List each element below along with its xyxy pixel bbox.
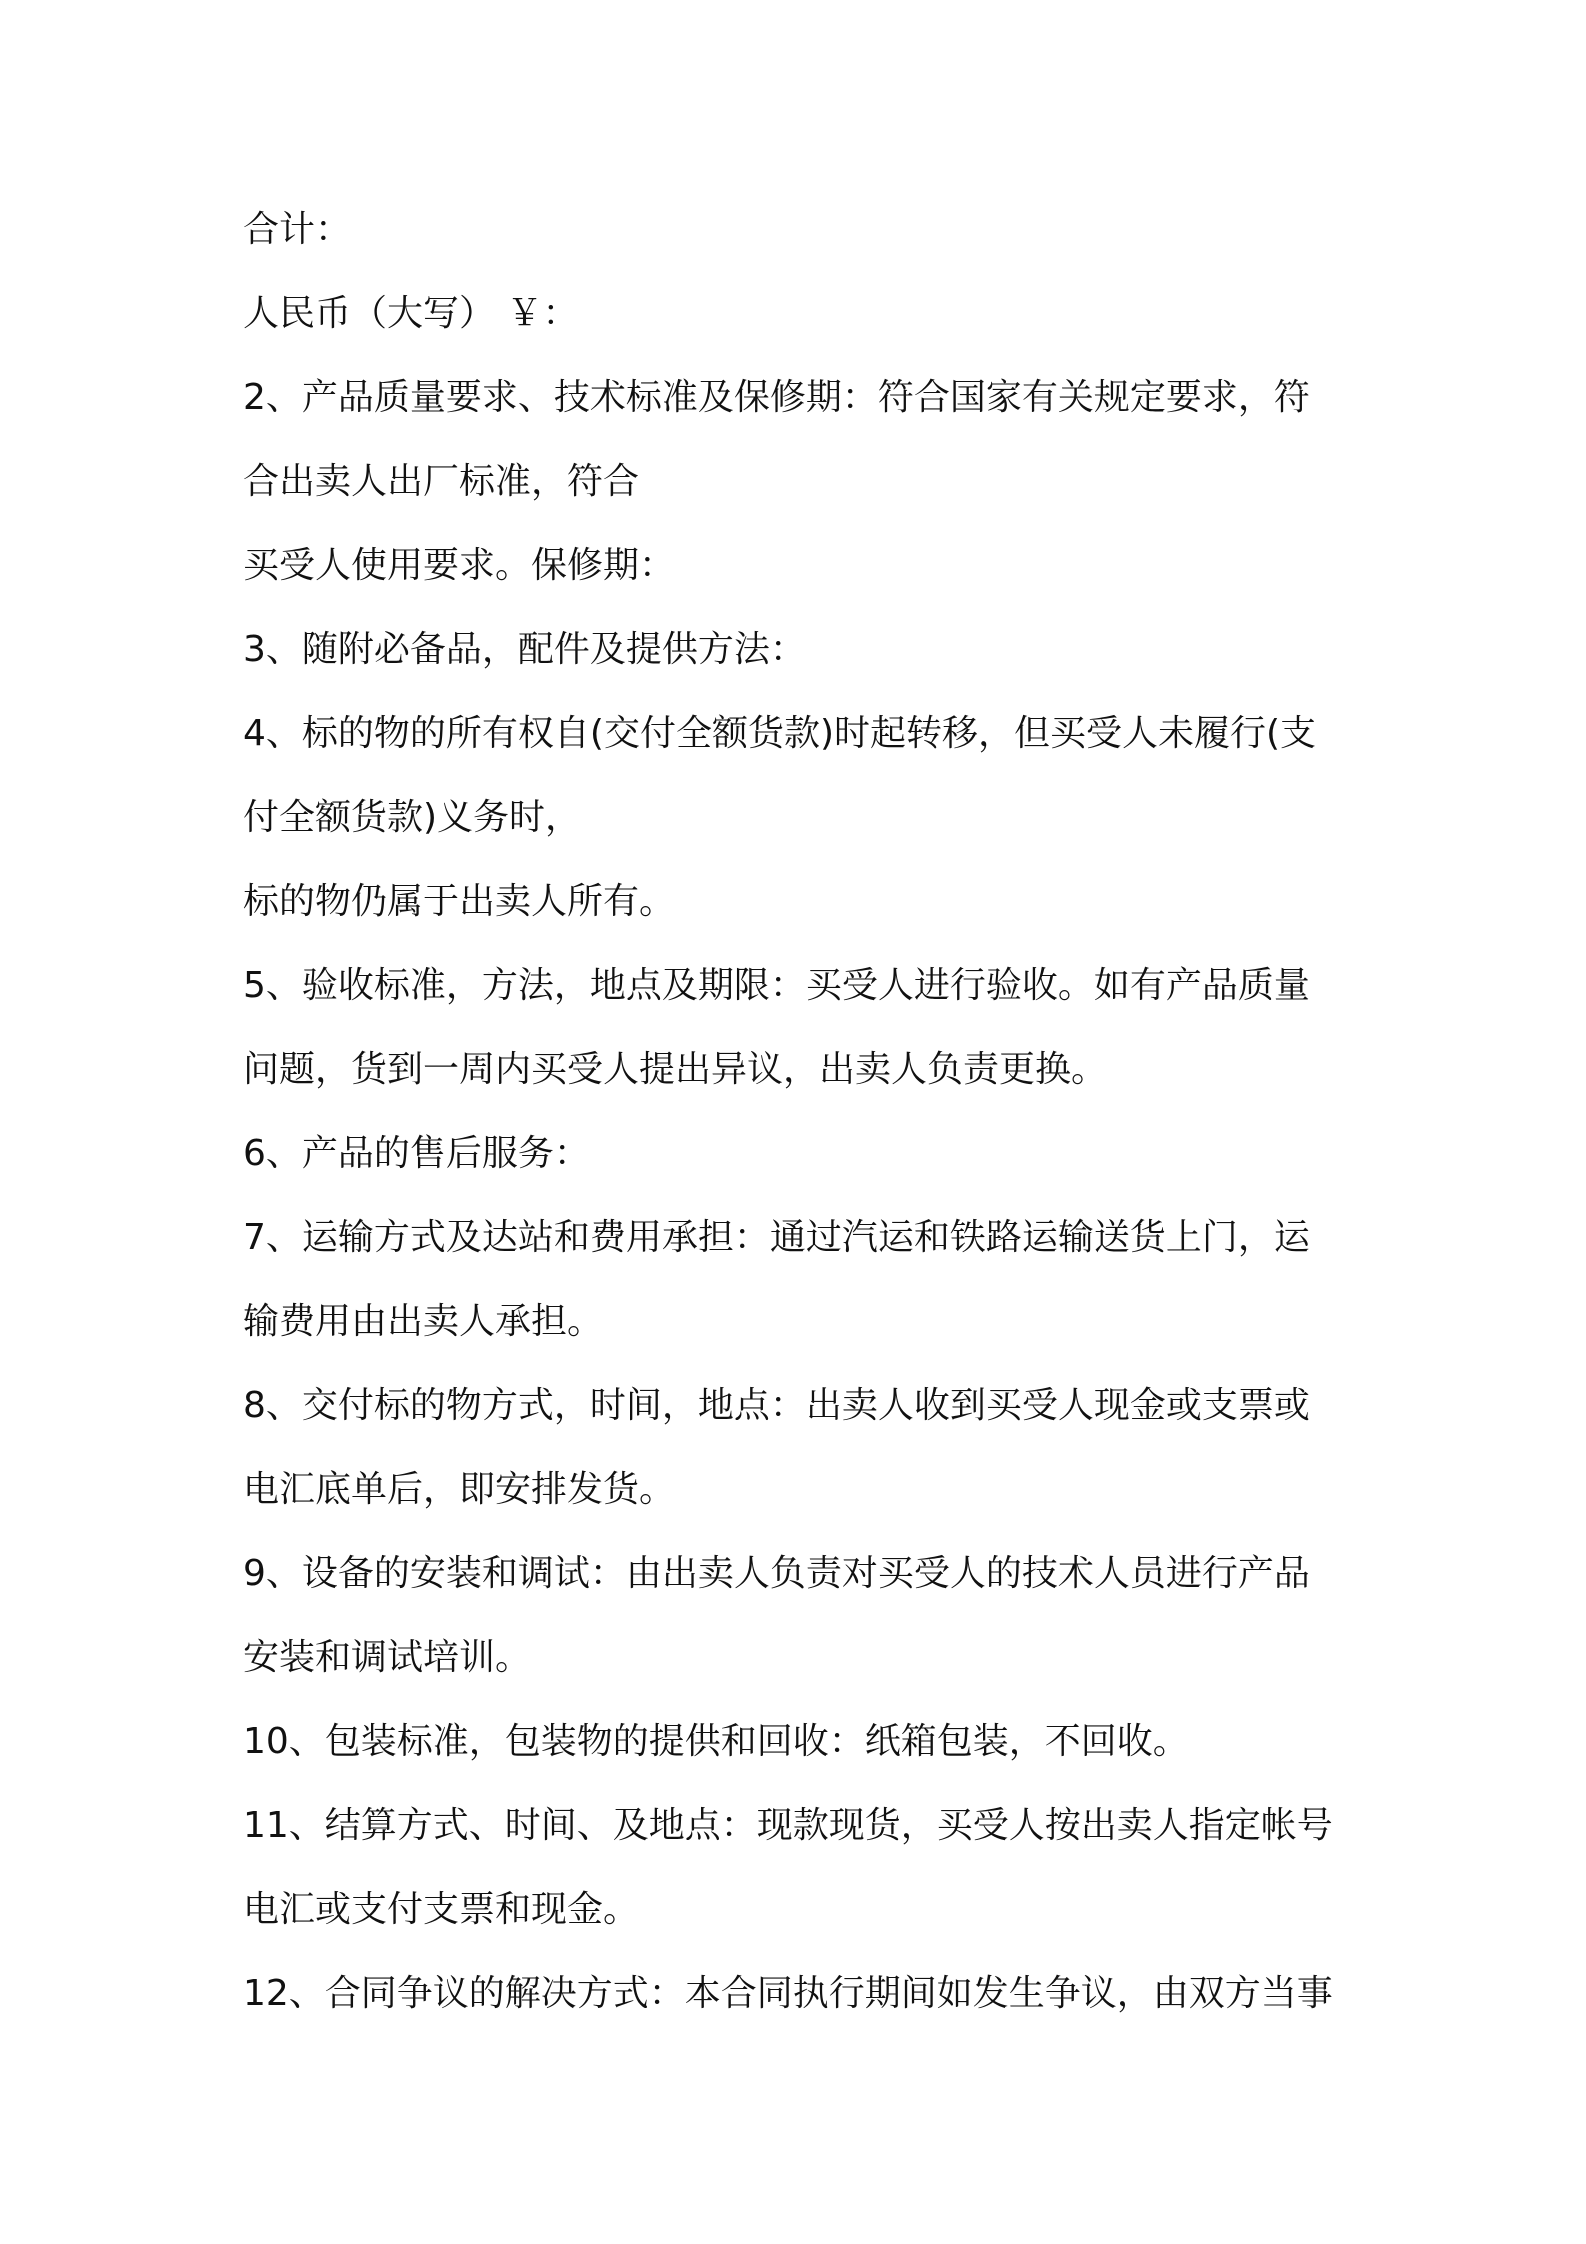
clause-11-line-1: 11、结算方式、时间、及地点：现款现货，买受人按出卖人指定帐号: [243, 1805, 1333, 1846]
clause-3-line-1: 3、随附必备品，配件及提供方法：: [243, 629, 806, 670]
clause-8-line-1: 8、交付标的物方式，时间，地点：出卖人收到买受人现金或支票或: [243, 1385, 1310, 1426]
clause-9-line-2: 安装和调试培训。: [243, 1637, 532, 1678]
contract-body: [243, 200, 1363, 2048]
clause-2-line-2: 合出卖人出厂标准，符合: [243, 461, 640, 502]
clause-5-line-1: 5、验收标准，方法，地点及期限：买受人进行验收。如有产品质量: [243, 965, 1310, 1006]
clause-10-line-1: 10、包装标准，包装物的提供和回收：纸箱包装，不回收。: [243, 1721, 1189, 1762]
clause-8-line-2: 电汇底单后，即安排发货。: [243, 1469, 676, 1510]
rmb-amount-line: 人民币（大写） ￥：: [243, 293, 579, 334]
clause-2-line-1: 2、产品质量要求、技术标准及保修期：符合国家有关规定要求，符: [243, 377, 1310, 418]
clause-4-line-1: 4、标的物的所有权自(交付全额货款)时起转移，但买受人未履行(支: [243, 713, 1317, 754]
clause-12-line-1: 12、合同争议的解决方式：本合同执行期间如发生争议，由双方当事: [243, 1973, 1333, 2014]
clause-7-line-1: 7、运输方式及达站和费用承担：通过汽运和铁路运输送货上门，运: [243, 1217, 1310, 1258]
clause-7-line-2: 输费用由出卖人承担。: [243, 1301, 604, 1342]
clause-6-line-1: 6、产品的售后服务：: [243, 1133, 590, 1174]
total-line: 合计：: [243, 209, 352, 250]
clause-4-line-2: 付全额货款)义务时，: [243, 797, 582, 838]
clause-9-line-1: 9、设备的安装和调试：由出卖人负责对买受人的技术人员进行产品: [243, 1553, 1310, 1594]
clause-11-line-2: 电汇或支付支票和现金。: [243, 1889, 640, 1930]
clause-4-line-3: 标的物仍属于出卖人所有。: [243, 881, 676, 922]
clause-2-line-3: 买受人使用要求。保修期：: [243, 545, 676, 586]
clause-5-line-2: 问题，货到一周内买受人提出异议，出卖人负责更换。: [243, 1049, 1108, 1090]
